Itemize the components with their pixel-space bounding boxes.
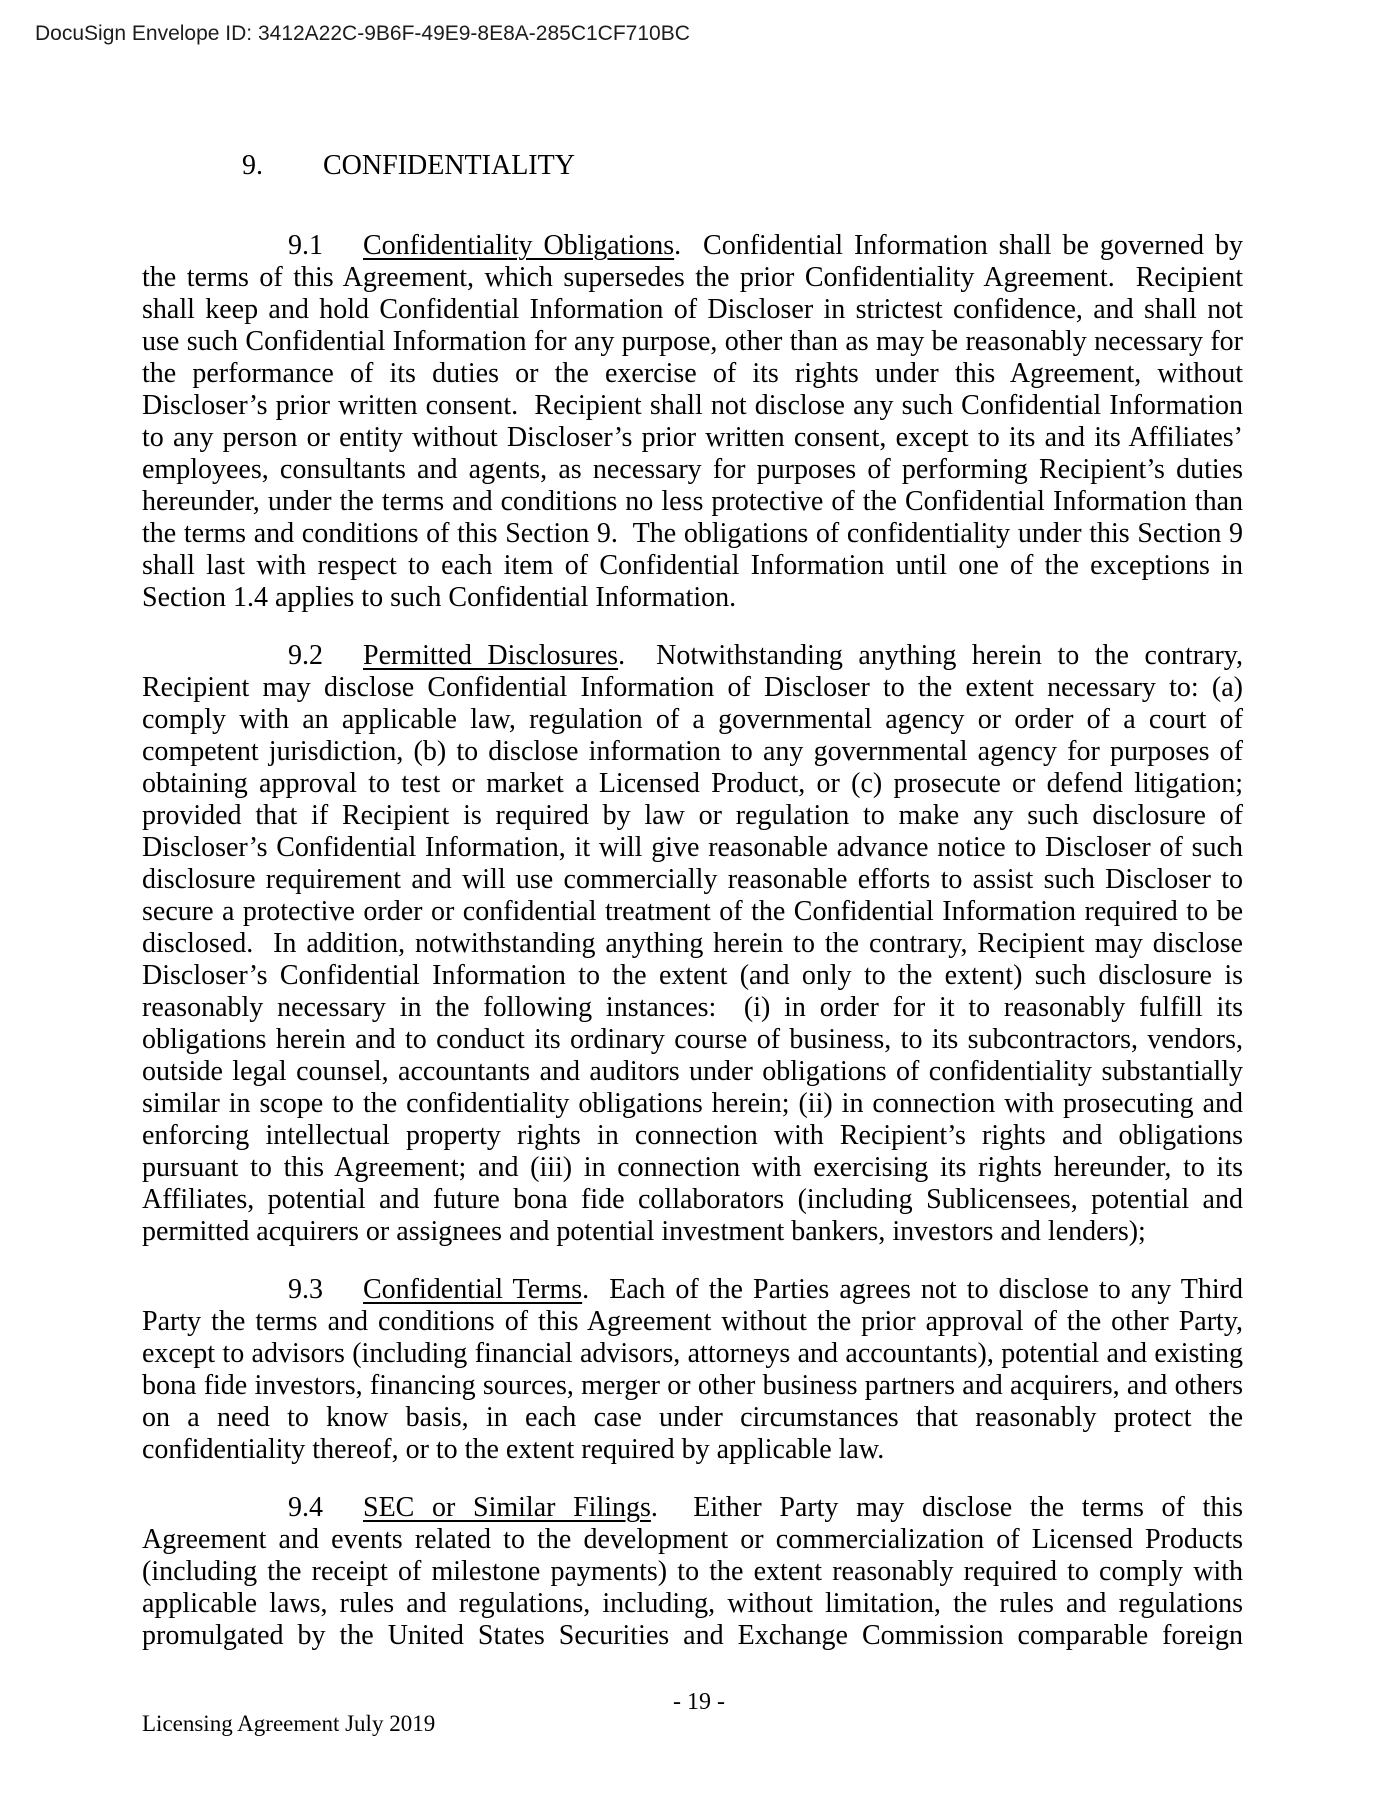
- section-9-2-body: . Notwithstanding anything herein to the contrary, Recipient may disclose Confidential Information of Discloser to the extent necessary to: (a) comply with an applicable law, regulation of a governmental agency or order of a court of competent jurisdiction, (b) to disclose information to any governmental agency for purposes of obtaining approval to test or market a Licensed Product, or (c) prosecute or defend litigation; provided that if Recipient is required by law or regulation to make any such disclosure of Discloser’s Confidential Information, it will give reasonable advance notice to Discloser of such disclosure requirement and will use commercially reasonable efforts to assist such Discloser to secure a protective order or confidential treatment of the Confidential Information required to be disclosed. In addition, notwithstanding anything herein to the contrary, Recipient may disclose Discloser’s Confidential Information to the extent (and only to the extent) such disclosure is reasonably necessary in the following instances: (i) in order for it to reasonably fulfill its obligations herein and to conduct its ordinary course of business, to its subcontractors, vendors, outside legal counsel, accountants and auditors under obligations of confidentiality substantially similar in scope to the confidentiality obligations herein; (ii) in connection with prosecuting and enforcing intellectual property rights in connection with Recipient’s rights and obligations pursuant to this Agreement; and (iii) in connection with exercising its rights hereunder, to its Affiliates, potential and future bona fide collaborators (including Sublicensees, potential and permitted acquirers or assignees and potential investment bankers, investors and lenders);: [142, 640, 1250, 1247]
- heading-title: CONFIDENTIALITY: [323, 150, 575, 181]
- section-9-3-number: 9.3: [288, 1274, 323, 1305]
- section-9-4-paragraph: [142, 1492, 1250, 1652]
- section-9-2-paragraph: [142, 640, 1250, 1248]
- section-9-3-paragraph: [142, 1274, 1251, 1466]
- section-9-1-paragraph: [142, 230, 1251, 614]
- page-number: - 19 -: [673, 1689, 725, 1715]
- section-9-3-title: Confidential Terms: [363, 1274, 583, 1305]
- section-9-3-body: . Each of the Parties agrees not to disclose to any Third Party the terms and conditions of this Agreement without the prior approval of the other Party, except to advisors (including financial advisors, attorneys and accountants), potential and existing bona fide investors, financing sources, merger or other business partners and acquirers, and others on a need to know basis, in each case under circumstances that reasonably protect the confidentiality thereof, or to the extent required by applicable law.: [142, 1274, 1251, 1465]
- section-heading: [142, 150, 1243, 182]
- section-9-4-number: 9.4: [288, 1492, 323, 1523]
- section-9-4-title: SEC or Similar Filings: [363, 1492, 651, 1523]
- heading-number: 9.: [242, 150, 263, 181]
- section-9-2-number: 9.2: [288, 640, 323, 671]
- document-content: [142, 150, 1251, 1678]
- docusign-envelope-id: DocuSign Envelope ID: 3412A22C-9B6F-49E9-8E8A-285C1CF710BC: [35, 22, 690, 45]
- section-9-1-body: . Confidential Information shall be governed by the terms of this Agreement, which supersedes the prior Confidentiality Agreement. Recipient shall keep and hold Confidential Information of Discloser in strictest confidence, and shall not use such Confidential Information for any purpose, other than as may be reasonably necessary for the performance of its duties or the exercise of its rights under this Agreement, without Discloser’s prior written consent. Recipient shall not disclose any such Confidential Information to any person or entity without Discloser’s prior written consent, except to its and its Affiliates’ employees, consultants and agents, as necessary for purposes of performing Recipient’s duties hereunder, under the terms and conditions no less protective of the Confidential Information than the terms and conditions of this Section 9. The obligations of confidentiality under this Section 9 shall last with respect to each item of Confidential Information until one of the exceptions in Section 1.4 applies to such Confidential Information.: [142, 230, 1251, 613]
- footer-document-label: Licensing Agreement July 2019: [142, 1711, 436, 1736]
- section-9-2-title: Permitted Disclosures: [363, 640, 619, 671]
- section-9-1-title: Confidentiality Obligations: [363, 230, 675, 261]
- section-9-1-number: 9.1: [288, 230, 323, 261]
- section-9-4-body: . Either Party may disclose the terms of this Agreement and events related to the development or commercialization of Licensed Products (including the receipt of milestone payments) to the extent reasonably required to comply with applicable laws, rules and regulations, including, without limitation, the rules and regulations promulgated by the United States Securities and Exchange Commission comparable foreign: [142, 1492, 1250, 1651]
